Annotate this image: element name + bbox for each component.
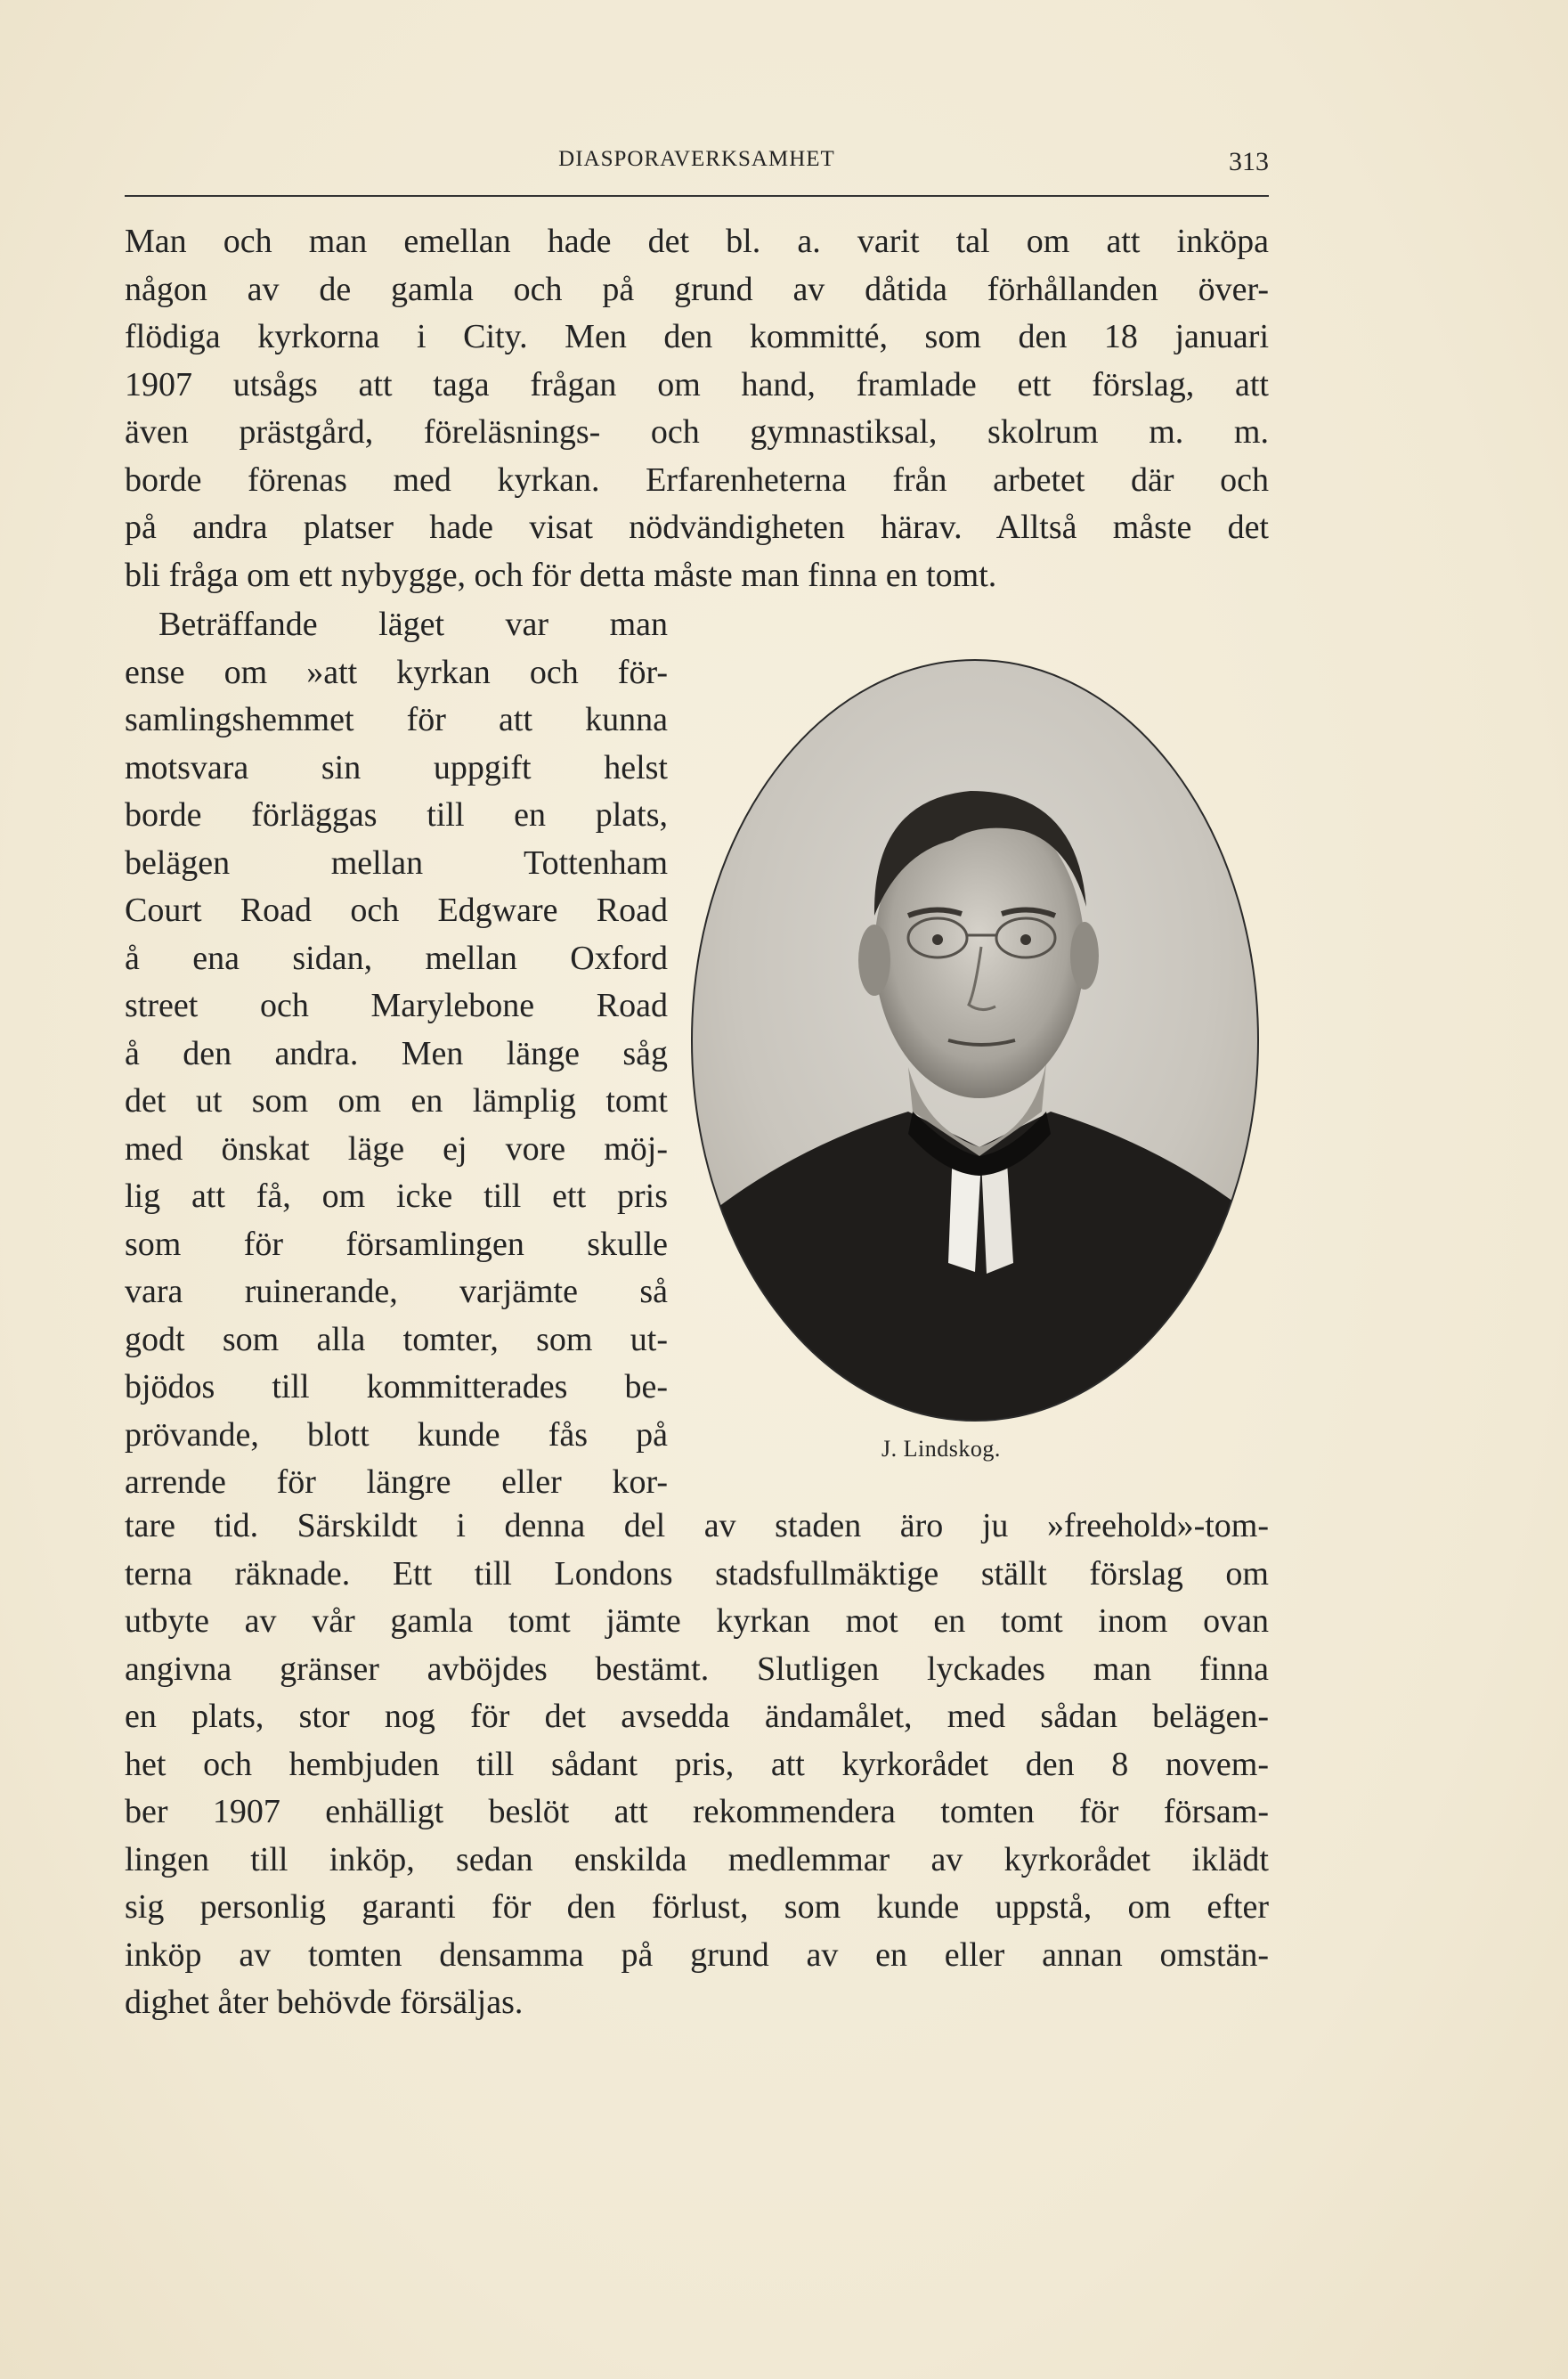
text-line: bjödos till kommitterades be- (125, 1368, 668, 1405)
text-line: lig att få, om icke till ett pris (125, 1177, 668, 1215)
header-rule (125, 195, 1269, 197)
text-line: lingen till inköp, sedan enskilda medlemmar av kyrkorådet iklädt (125, 1840, 1269, 1878)
text-line: godt som alla tomter, som ut- (125, 1320, 668, 1358)
text-line: flödiga kyrkorna i City. Men den kommitté, som den 18 januari (125, 318, 1269, 355)
page-header (125, 147, 1269, 183)
text-line: Man och man emellan hade det bl. a. varit tal om att inköpa (125, 223, 1269, 260)
text-line: utbyte av vår gamla tomt jämte kyrkan mot en tomt inom ovan (125, 1602, 1269, 1640)
text-line: borde förläggas till en plats, (125, 796, 668, 834)
text-line: det ut som om en lämplig tomt (125, 1082, 668, 1120)
text-line: dighet åter behövde försäljas. (125, 1984, 524, 2021)
text-line: angivna gränser avböjdes bestämt. Slutligen lyckades man finna (125, 1650, 1269, 1688)
text-line: som för församlingen skulle (125, 1225, 668, 1263)
paragraph-1 (125, 218, 1269, 599)
text-line: Court Road och Edgware Road (125, 892, 668, 929)
text-line: även prästgård, föreläsnings- och gymnastiksal, skolrum m. m. (125, 413, 1269, 451)
text-line: vara ruinerande, varjämte så (125, 1273, 668, 1310)
text-line: street och Marylebone Road (125, 987, 668, 1024)
text-line: å den andra. Men länge såg (125, 1034, 668, 1072)
text-line: med önskat läge ej vore möj- (125, 1129, 668, 1168)
text-line: Beträffande läget var man (158, 606, 668, 643)
text-line: tare tid. Särskildt i denna del av staden äro ju »freehold»-tom- (125, 1507, 1269, 1544)
text-line: samlingshemmet för att kunna (125, 701, 668, 738)
running-head: DIASPORAVERKSAMHET (558, 147, 835, 171)
portrait-image (686, 648, 1264, 1423)
text-line: på andra platser hade visat nödvändigheten härav. Alltså måste det (125, 509, 1269, 546)
text-line: belägen mellan Tottenham (125, 843, 668, 882)
text-line: terna räknade. Ett till Londons stadsfullmäktige ställt förslag om (125, 1554, 1269, 1593)
text-line: å ena sidan, mellan Oxford (125, 939, 668, 977)
paragraph-2-full-part (125, 1503, 1269, 2027)
portrait-photo (686, 648, 1264, 1423)
text-line: motsvara sin uppgift helst (125, 748, 668, 786)
text-line: prövande, blott kunde fås på (125, 1415, 668, 1454)
text-line: ber 1907 enhälligt beslöt att rekommendera tomten för försam- (125, 1793, 1269, 1830)
text-line: 1907 utsågs att taga frågan om hand, framlade ett förslag, att (125, 365, 1269, 403)
paragraph-2-wrapped-part (125, 601, 668, 1507)
text-line: ense om »att kyrkan och för- (125, 653, 668, 691)
text-line: bli fråga om ett nybygge, och för detta måste man finna en tomt. (125, 556, 997, 594)
text-line: het och hembjuden till sådant pris, att kyrkorådet den 8 novem- (125, 1745, 1269, 1783)
text-line: inköp av tomten densamma på grund av en eller annan omstän- (125, 1935, 1269, 1974)
page-number: 313 (1229, 147, 1269, 176)
text-line: en plats, stor nog för det avsedda ändamålet, med sådan belägen- (125, 1698, 1269, 1735)
text-line: sig personlig garanti för den förlust, som kunde uppstå, om efter (125, 1888, 1269, 1926)
portrait-caption: J. Lindskog. (881, 1436, 1001, 1462)
text-line: arrende för längre eller kor- (125, 1463, 668, 1501)
text-line: borde förenas med kyrkan. Erfarenheterna från arbetet där och (125, 460, 1269, 499)
text-line: någon av de gamla och på grund av dåtida förhållanden över- (125, 270, 1269, 308)
